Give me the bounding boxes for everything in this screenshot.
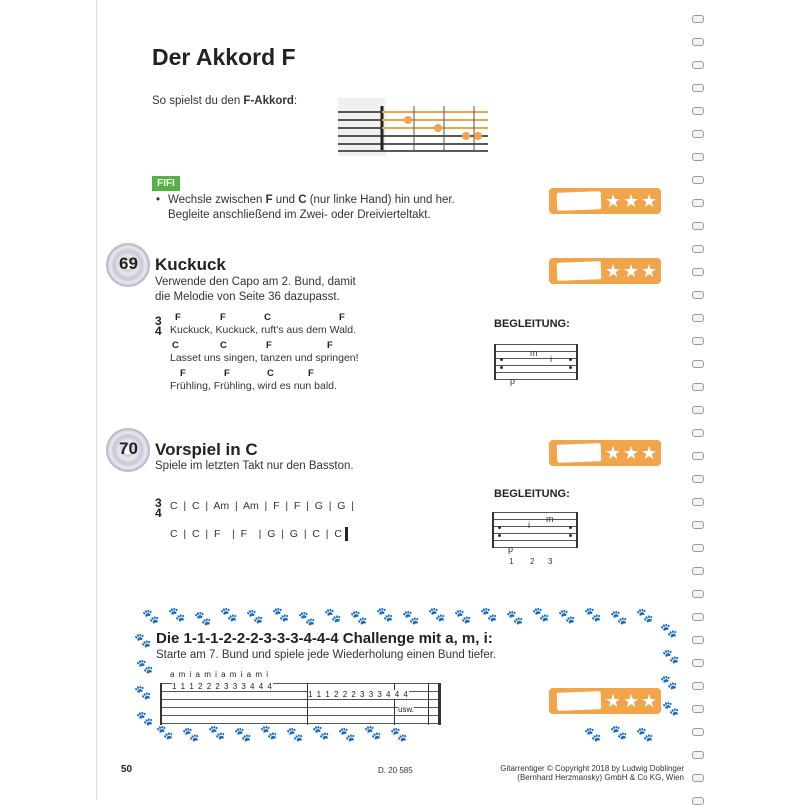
star-icon: ★ xyxy=(641,191,658,211)
star-icon: ★ xyxy=(641,691,658,711)
tab-finger-i: i xyxy=(528,520,530,530)
star-icon: ★ xyxy=(605,691,622,711)
fifi-text-part: (nur linke Hand) hin und her. xyxy=(306,194,455,206)
tab-finger-m: m xyxy=(546,514,554,524)
track-number: 70 xyxy=(119,439,138,458)
time-signature xyxy=(155,316,162,336)
beat-count: 2 xyxy=(530,557,535,566)
tab-fret-numbers: 1 1 1 2 2 2 3 3 3 4 4 4 xyxy=(308,690,409,699)
fifi-chord-f: F xyxy=(265,194,273,206)
beat-count: 3 xyxy=(548,557,553,566)
fifi-text-line2: Begleite anschließend im Zwei- oder Dreivierteltakt. xyxy=(168,209,431,221)
difficulty-rating xyxy=(549,688,661,714)
copyright-notice xyxy=(494,764,684,782)
star-icon: ★ xyxy=(605,191,622,211)
finger-dot xyxy=(474,132,482,140)
chord: C xyxy=(172,340,179,351)
lyric-line: Frühling, Frühling, wird es nun bald. xyxy=(170,380,337,392)
accompaniment-tab xyxy=(492,512,578,548)
chord: F xyxy=(220,312,226,323)
chord: F xyxy=(327,340,333,351)
star-icon: ★ xyxy=(623,443,640,463)
time-signature xyxy=(155,498,162,518)
accompaniment-label: BEGLEITUNG: xyxy=(494,488,570,500)
end-barline xyxy=(345,527,348,541)
rating-paper-icon xyxy=(557,443,602,463)
difficulty-rating xyxy=(549,440,661,466)
usw-label: usw. xyxy=(398,705,415,714)
song-description-line: die Melodie von Seite 36 dazupasst. xyxy=(155,291,340,303)
tab-finger-p: p xyxy=(510,376,516,386)
chord: C xyxy=(220,340,227,351)
song-description xyxy=(155,275,356,305)
page-title: Der Akkord F xyxy=(152,44,296,70)
publication-code: D. 20 585 xyxy=(378,766,413,775)
challenge-description: Starte am 7. Bund und spiele jede Wiederholung einen Bund tiefer. xyxy=(156,649,497,661)
tab-finger-p: p xyxy=(508,544,514,554)
song-description-line: Verwende den Capo am 2. Bund, damit xyxy=(155,276,356,288)
star-icon: ★ xyxy=(605,443,622,463)
finger-dot xyxy=(434,124,442,132)
spiral-binding xyxy=(692,15,708,775)
tab-fret-numbers: 1 1 1 2 2 2 3 3 3 4 4 4 xyxy=(172,682,273,691)
time-signature-top: 3 xyxy=(155,314,162,328)
tab-finger-m: m xyxy=(530,348,538,358)
intro-text xyxy=(152,94,297,109)
rating-paper-icon xyxy=(557,691,602,711)
challenge-title: Die 1-1-1-2-2-2-3-3-3-4-4-4 Challenge mit a, m, i: xyxy=(156,630,493,647)
copyright-line: Gitarrentiger © Copyright 2018 by Ludwig Doblinger xyxy=(500,764,684,773)
star-icon: ★ xyxy=(641,443,658,463)
track-number: 69 xyxy=(119,254,138,273)
chord-progression-line: C | C | Am | Am | F | F | G | G | xyxy=(170,500,355,512)
intro-label: So spielst du den xyxy=(152,95,244,107)
song-title: Vorspiel in C xyxy=(155,440,258,459)
page-number: 50 xyxy=(121,764,133,775)
time-signature-bottom: 4 xyxy=(155,324,162,338)
star-icon: ★ xyxy=(623,191,640,211)
f-chord-diagram xyxy=(338,98,490,156)
finger-dot xyxy=(404,116,412,124)
intro-colon: : xyxy=(293,95,298,107)
beat-count: 1 xyxy=(509,557,514,566)
fifi-chord-c: C xyxy=(298,194,307,206)
accompaniment-label: BEGLEITUNG: xyxy=(494,318,570,330)
star-icon: ★ xyxy=(623,261,640,281)
star-icon: ★ xyxy=(623,691,640,711)
time-signature-top: 3 xyxy=(155,496,162,510)
chord: C xyxy=(267,368,274,379)
chord: F xyxy=(224,368,230,379)
finger-pattern: a m i a m i a m i a m i xyxy=(170,670,270,679)
rating-paper-icon xyxy=(557,261,602,281)
star-icon: ★ xyxy=(605,261,622,281)
finger-dot xyxy=(462,132,470,140)
fifi-text xyxy=(168,193,528,223)
fifi-text-part: Wechsle zwischen xyxy=(168,194,266,206)
star-icon: ★ xyxy=(641,261,658,281)
tab-finger-i: i xyxy=(550,354,552,364)
fifi-text-part: und xyxy=(272,194,299,206)
song-description: Spiele im letzten Takt nur den Basston. xyxy=(155,460,354,472)
challenge-box-border: 🐾 🐾 🐾 🐾 🐾 🐾 🐾 🐾 🐾 🐾 🐾 🐾 🐾 🐾 🐾 🐾 🐾 🐾 🐾 🐾 🐾 🐾 🐾 🐾 🐾 🐾 🐾 🐾 🐾 🐾 🐾 🐾 🐾 🐾 🐾 🐾 🐾 🐾 🐾 🐾 🐾 xyxy=(134,606,680,742)
intro-chord: F-Akkord xyxy=(243,95,294,107)
chord: C xyxy=(264,312,271,323)
chord: F xyxy=(308,368,314,379)
chord: F xyxy=(339,312,345,323)
lyric-line: Kuckuck, Kuckuck, ruft's aus dem Wald. xyxy=(170,324,357,336)
copyright-line: (Bernhard Herzmansky) GmbH & Co KG, Wien xyxy=(517,773,684,782)
chord: F xyxy=(266,340,272,351)
song-title: Kuckuck xyxy=(155,255,226,274)
lyric-line: Lasset uns singen, tanzen und springen! xyxy=(170,352,359,364)
time-signature-bottom: 4 xyxy=(155,506,162,520)
fifi-badge: FIFI xyxy=(152,176,180,191)
rating-paper-icon xyxy=(557,191,602,211)
difficulty-rating xyxy=(549,188,661,214)
fifi-bullet: • xyxy=(156,194,161,206)
chord: F xyxy=(180,368,186,379)
difficulty-rating xyxy=(549,258,661,284)
chord-progression-line: C | C | F | F | G | G | C | C xyxy=(170,528,342,540)
chord: F xyxy=(175,312,181,323)
